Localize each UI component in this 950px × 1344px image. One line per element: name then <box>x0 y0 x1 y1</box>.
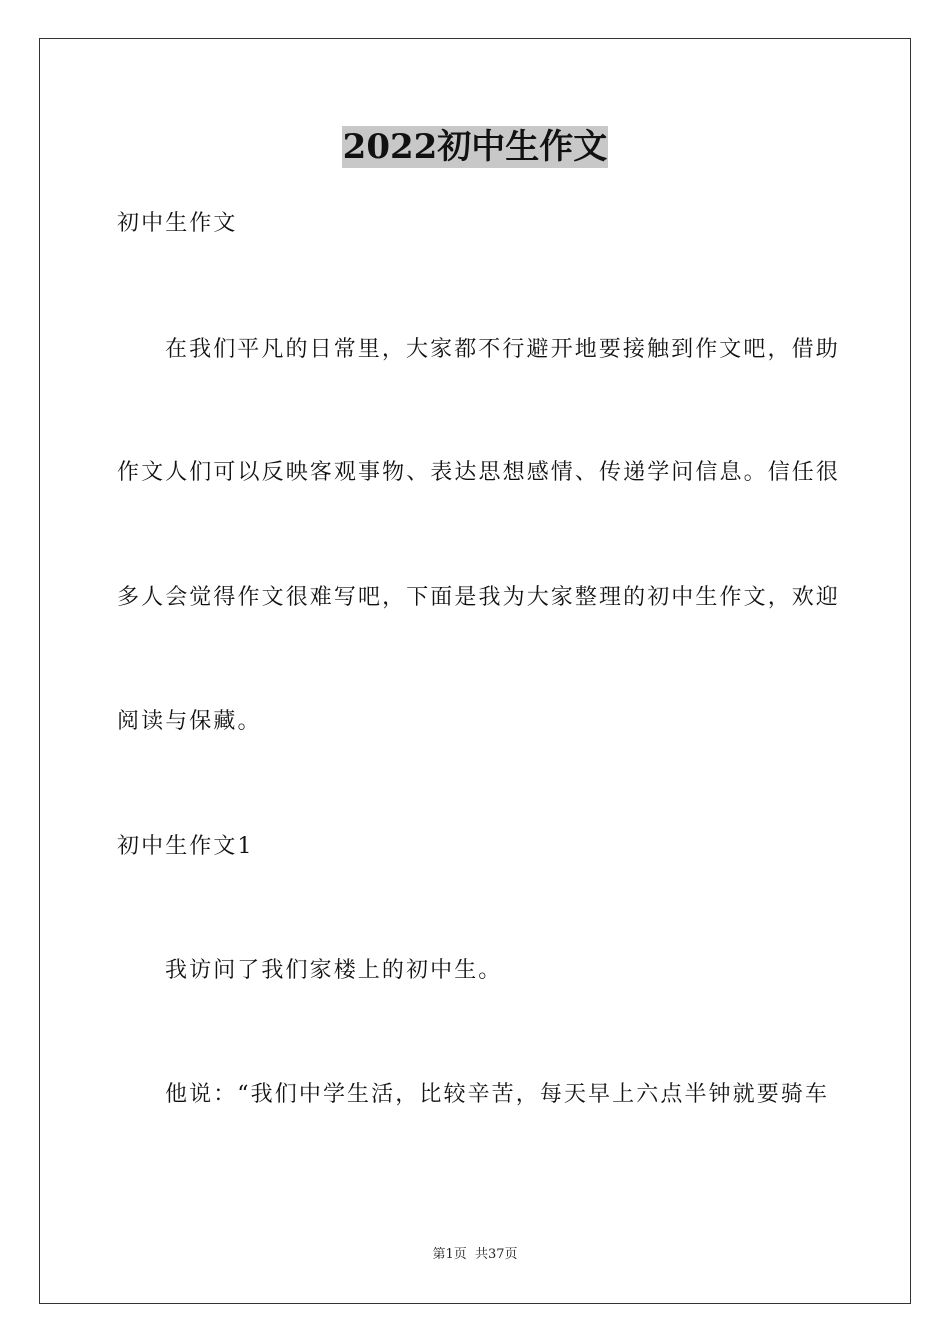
paragraph-line: 阅读与保藏。 <box>117 709 262 734</box>
paragraph-line: 他说：“我们中学生活，比较辛苦，每天早上六点半钟就要骑车 <box>165 1082 830 1107</box>
paragraph-line: 作文人们可以反映客观事物、表达思想感情、传递学问信息。信任很 <box>117 460 841 485</box>
section-heading: 初中生作文1 <box>117 834 254 859</box>
title-container <box>0 126 950 168</box>
paragraph-line: 多人会觉得作文很难写吧，下面是我为大家整理的初中生作文，欢迎 <box>117 585 841 610</box>
paragraph-line: 我访问了我们家楼上的初中生。 <box>165 958 503 983</box>
page-total: 共37页 <box>474 1247 518 1262</box>
page-number: 第1页 <box>432 1247 467 1262</box>
section-heading: 初中生作文 <box>117 211 238 236</box>
page-footer <box>0 1246 950 1264</box>
document-title: 2022初中生作文 <box>342 127 608 167</box>
paragraph-line: 在我们平凡的日常里，大家都不行避开地要接触到作文吧，借助 <box>165 337 840 362</box>
